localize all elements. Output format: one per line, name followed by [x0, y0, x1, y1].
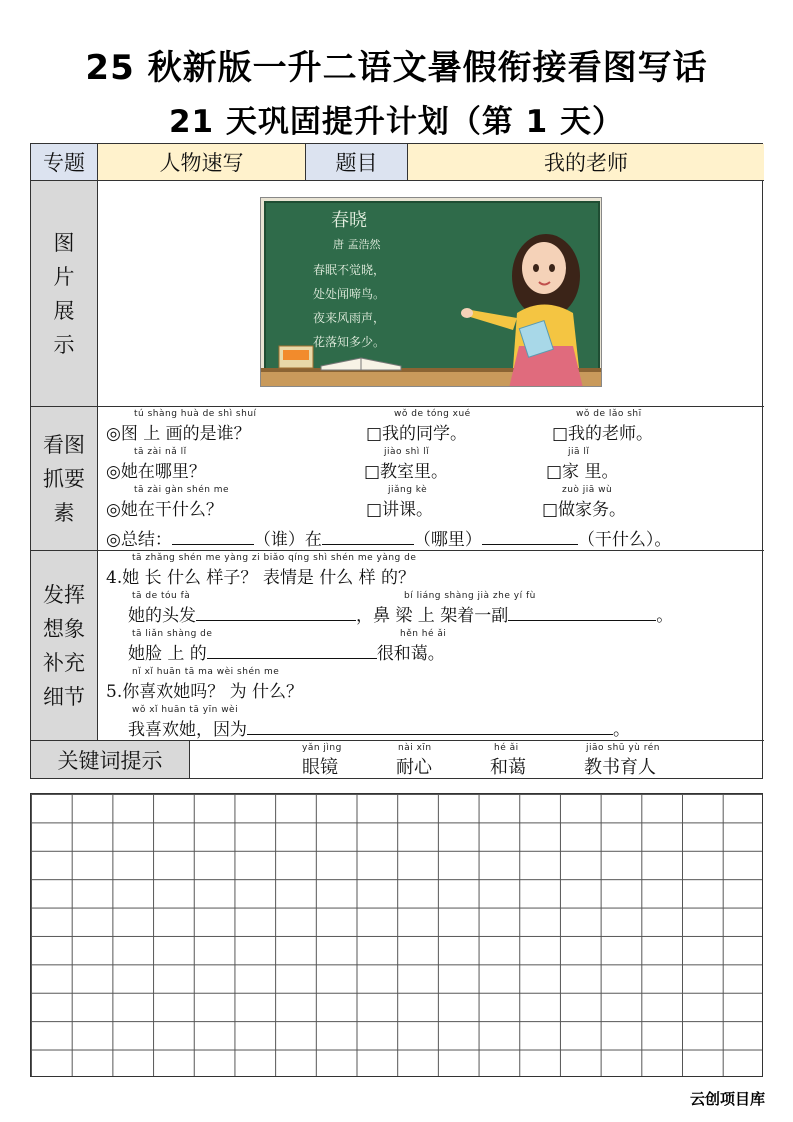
- hair-blank[interactable]: [196, 606, 356, 621]
- picture-area: [97, 180, 764, 406]
- summary-what-blank[interactable]: [482, 530, 578, 545]
- question-where: ◎她在哪里？: [106, 462, 206, 482]
- question-appearance: 4.她 长 什么 样子？ 表情是 什么 样 的？: [106, 568, 416, 588]
- option-classmate[interactable]: □我的同学。: [366, 424, 468, 444]
- option-teacher[interactable]: □我的老师。: [552, 424, 654, 444]
- imagination-area: tā zhǎng shén me yàng zi biǎo qíng shì shén me yàng de 4.她 长 什么 样子？ 表情是 什么 样 的？ tā de tóu fà bí liáng shàng jià zhe yí fù 她的头发 ，鼻 梁 上 架着一副 。 tā liǎn shàng de hěn hé ǎi 她脸 上 的 很和蔼。 nǐ xǐ huān tā ma wèi shén me 5.你喜欢她吗？ 为 什么？ wǒ xǐ huān tā yīn wèi 我喜欢她，因为 。: [97, 550, 764, 740]
- reason-blank[interactable]: [247, 720, 613, 735]
- summary-line: ◎总结： （谁）在 （哪里） （干什么）。: [106, 530, 672, 550]
- keyword-kind: 和蔼: [490, 757, 526, 778]
- hair-line: 她的头发 ，鼻 梁 上 架着一副 。: [128, 606, 674, 626]
- keywords-area: yǎn jìng 眼镜 nài xīn 耐心 hé ǎi 和蔼 jiāo shū yù rén 教书育人: [189, 740, 764, 778]
- keyword-teaching: 教书育人: [584, 757, 656, 778]
- face-line: 她脸 上 的 很和蔼。: [128, 644, 445, 664]
- board-title: 春晓: [331, 210, 367, 231]
- reason-line: 我喜欢她，因为 。: [128, 720, 630, 740]
- board-author: 唐 孟浩然: [333, 238, 381, 251]
- picture-label: 图 片 展 示: [31, 180, 97, 406]
- subject-label: 题目: [305, 144, 407, 180]
- worksheet-table: [30, 143, 763, 779]
- glasses-blank[interactable]: [508, 606, 656, 621]
- option-classroom[interactable]: □教室里。: [364, 462, 449, 482]
- writing-grid[interactable]: [30, 793, 763, 1077]
- board-poem: 春眠不觉晓， 处处闻啼鸟。 夜来风雨声， 花落知多少。: [313, 263, 386, 349]
- question-doing: ◎她在干什么？: [106, 500, 223, 520]
- topic-label: 专题: [31, 144, 97, 180]
- summary-who-blank[interactable]: [172, 530, 254, 545]
- option-housework[interactable]: □做家务。: [542, 500, 627, 520]
- topic-value: 人物速写: [97, 144, 305, 180]
- imagination-label: 发挥 想象 补充 细节: [31, 550, 97, 740]
- elements-area: tú shàng huà de shì shuí ◎图 上 画的是谁？ wǒ de tóng xué □我的同学。 wǒ de lǎo shī □我的老师。 tā zài nǎ lǐ ◎她在哪里？ jiào shì lǐ □教室里。 jiā lǐ □家 里。 tā zài gàn shén me ◎她在干什么？ jiǎng kè □讲课。 zuò jiā wù □做家务。 ◎总结： （谁）在 （哪里） （干什么）。: [97, 406, 764, 550]
- subject-value: 我的老师: [407, 144, 764, 180]
- worksheet-title: 25 秋新版一升二语文暑假衔接看图写话: [85, 48, 708, 88]
- teacher-picture: [260, 197, 602, 387]
- footer-brand: 云创项目库: [690, 1090, 766, 1108]
- option-home[interactable]: □家 里。: [546, 462, 619, 482]
- question-who: ◎图 上 画的是谁？: [106, 424, 251, 444]
- option-lecturing[interactable]: □讲课。: [366, 500, 434, 520]
- keyword-patience: 耐心: [396, 757, 432, 778]
- worksheet-subtitle: 21 天巩固提升计划（第 1 天）: [168, 104, 625, 140]
- keyword-glasses: 眼镜: [302, 757, 338, 778]
- summary-where-blank[interactable]: [322, 530, 414, 545]
- question-like: 5.你喜欢她吗？ 为 什么？: [106, 682, 304, 702]
- elements-label: 看图 抓要 素: [31, 406, 97, 550]
- keywords-label: 关键词提示: [31, 740, 189, 778]
- face-blank[interactable]: [207, 644, 377, 659]
